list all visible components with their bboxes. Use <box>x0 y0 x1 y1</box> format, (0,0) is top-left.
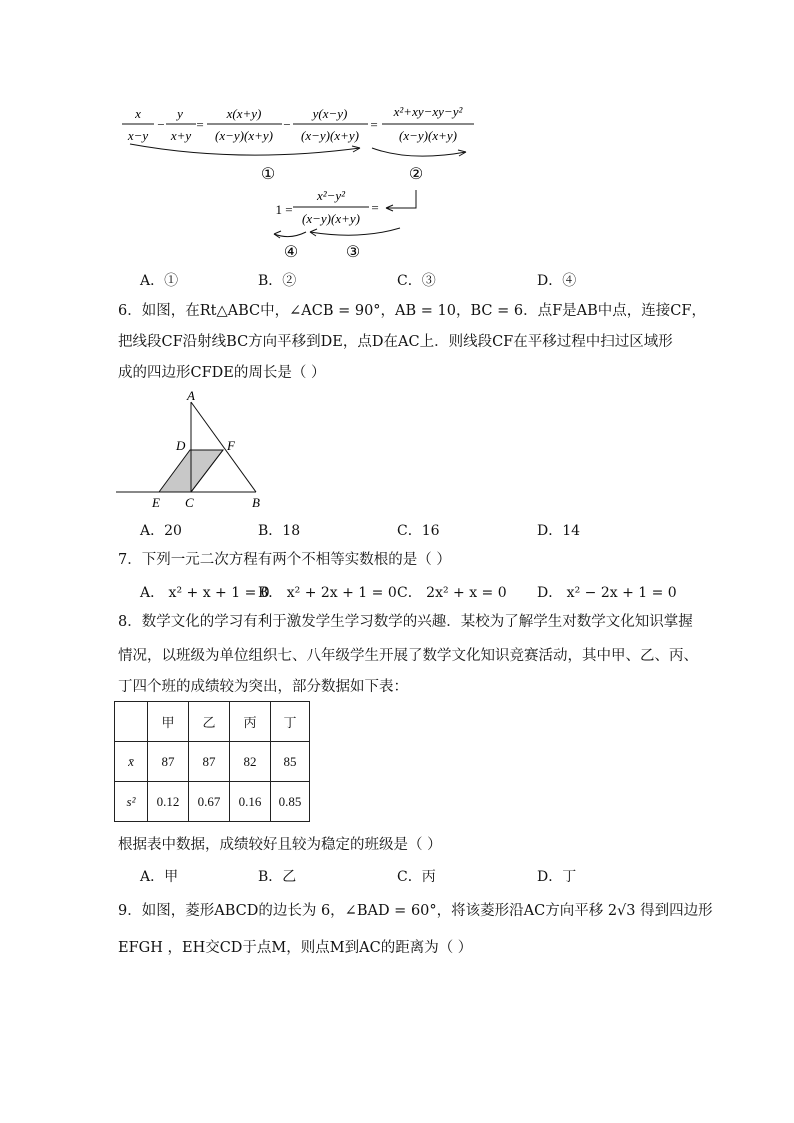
q5-frac4-num: y(x−y) <box>312 106 348 121</box>
q8-stem-line4: 根据表中数据，成绩较好且较为稳定的班级是（ ） <box>118 837 442 853</box>
table-cell: x̄ <box>115 742 148 782</box>
q8-option-d: D．丁 <box>537 869 577 885</box>
q5-frac5-num: x²+xy−xy−y² <box>393 104 463 119</box>
q6-stem-line1: 6．如图，在Rt△ABC中，∠ACB = 90°，AB = 10，BC = 6．点F是AB中点，连接CF， <box>118 303 706 319</box>
q5-frac1-num: x <box>135 106 141 121</box>
q6-option-d: D．14 <box>537 523 581 539</box>
q8-option-b: B．乙 <box>258 869 297 885</box>
q6-triangle-figure <box>116 388 276 514</box>
q7-option-b: B． x² + 2x + 1 = 0 <box>258 585 397 601</box>
q6-label-a: A <box>187 388 195 403</box>
table-cell: 0.85 <box>271 782 310 822</box>
q5-one-eq: 1 = <box>275 202 293 217</box>
q6-label-c: C <box>185 495 194 510</box>
q7-stem-line1: 7．下列一元二次方程有两个不相等实数根的是（ ） <box>118 552 451 568</box>
q6-label-d: D <box>176 438 186 453</box>
q9-stem-line2: EFGH ，EH交CD于点M，则点M到AC的距离为（ ） <box>118 940 473 956</box>
q7-option-c: C． 2x² + x = 0 <box>397 585 507 601</box>
q6-option-b: B．18 <box>258 523 301 539</box>
q6-stem-line2: 把线段CF沿射线BC方向平移到DE，点D在AC上．则线段CF在平移过程中扫过区域形 <box>118 334 673 350</box>
table-cell: s² <box>115 782 148 822</box>
q5-frac6-den: (x−y)(x+y) <box>302 211 360 226</box>
q5-option-b: B．② <box>258 273 297 289</box>
q5-option-c: C．③ <box>397 273 436 289</box>
q6-label-f: F <box>227 438 235 453</box>
table-cell: 87 <box>189 742 230 782</box>
table-cell: 82 <box>230 742 271 782</box>
table-cell: 丁 <box>271 702 310 742</box>
table-cell: 87 <box>148 742 189 782</box>
q6-label-e: E <box>152 495 160 510</box>
table-cell: 0.67 <box>189 782 230 822</box>
q6-option-a: A．20 <box>140 523 182 539</box>
q8-option-c: C．丙 <box>397 869 436 885</box>
table-row <box>115 782 310 822</box>
table-cell: 乙 <box>189 702 230 742</box>
q8-option-a: A．甲 <box>140 869 179 885</box>
q8-stem-line3: 丁四个班的成绩较为突出，部分数据如下表： <box>118 679 408 695</box>
q5-step4-label: ④ <box>283 244 299 261</box>
q5-frac4-den: (x−y)(x+y) <box>301 128 359 143</box>
q5-option-d: D．④ <box>537 273 577 289</box>
q5-eq2: = <box>370 117 378 132</box>
q5-step2-label: ② <box>408 166 424 183</box>
q5-step1-label: ① <box>260 166 276 183</box>
q5-derivation-figure <box>110 98 490 268</box>
table-cell: 丙 <box>230 702 271 742</box>
q6-stem-line3: 成的四边形CFDE的周长是（ ） <box>118 365 326 381</box>
q5-step3-label: ③ <box>345 244 361 261</box>
q5-frac3-den: (x−y)(x+y) <box>215 128 273 143</box>
q5-eq3: = <box>371 200 379 215</box>
q7-option-d: D． x² − 2x + 1 = 0 <box>537 585 677 601</box>
q6-option-c: C．16 <box>397 523 440 539</box>
q5-frac1-den: x−y <box>127 128 149 143</box>
q9-stem-line1: 9．如图，菱形ABCD的边长为 6，∠BAD = 60°，将该菱形沿AC方向平移 2√3 得到四边形 <box>118 903 713 919</box>
table-cell: 0.16 <box>230 782 271 822</box>
q7-option-a: A． x² + x + 1 = 0 <box>140 585 270 601</box>
q5-frac2-num: y <box>177 106 183 121</box>
q5-frac6-num: x²−y² <box>316 188 346 203</box>
table-cell <box>115 702 148 742</box>
table-row <box>115 702 310 742</box>
q8-stem-line2: 情况，以班级为单位组织七、八年级学生开展了数学文化知识竞赛活动，其中甲、乙、丙、 <box>118 648 698 664</box>
q5-minus2: − <box>283 117 291 132</box>
table-cell: 85 <box>271 742 310 782</box>
q5-minus: − <box>157 117 165 132</box>
q8-score-table <box>114 701 310 822</box>
q6-label-b: B <box>252 495 260 510</box>
table-cell: 0.12 <box>148 782 189 822</box>
table-cell: 甲 <box>148 702 189 742</box>
q8-stem-line1: 8．数学文化的学习有利于激发学生学习数学的兴趣．某校为了解学生对数学文化知识掌握 <box>118 614 693 630</box>
table-row <box>115 742 310 782</box>
q5-option-a: A．① <box>140 273 179 289</box>
q5-frac3-num: x(x+y) <box>226 106 262 121</box>
q5-frac5-den: (x−y)(x+y) <box>399 128 457 143</box>
q5-eq1: = <box>196 117 204 132</box>
q5-frac2-den: x+y <box>170 128 192 143</box>
